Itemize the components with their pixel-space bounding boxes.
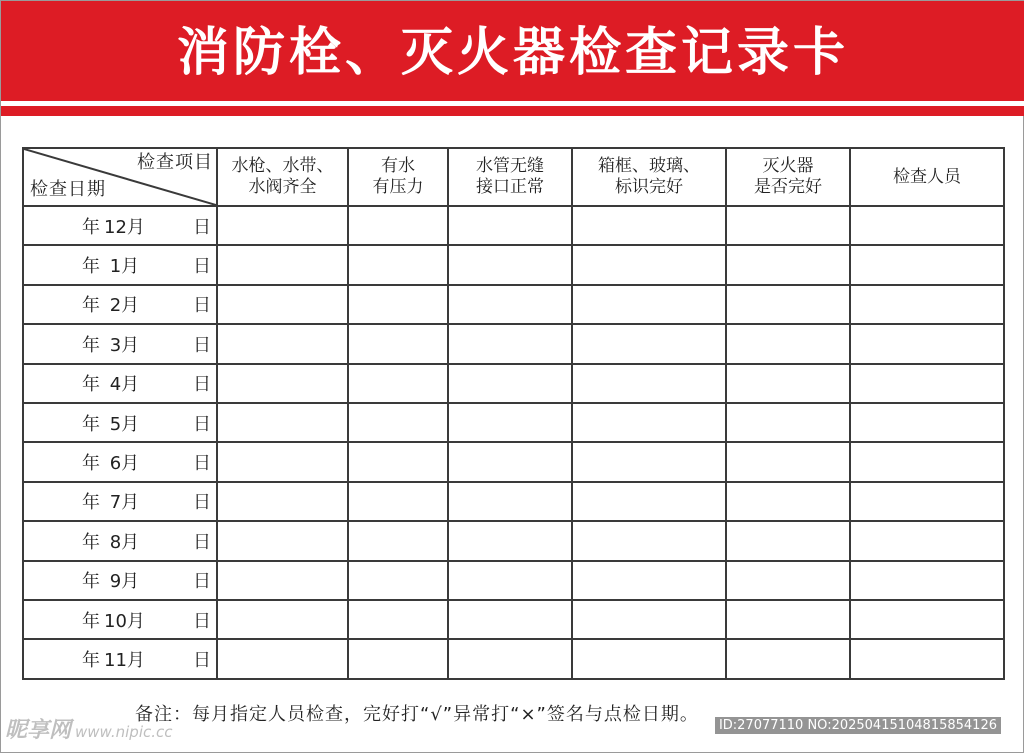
year-label: 年 xyxy=(82,453,100,475)
watermark-id: ID:27077110 NO:20250415104815854126 xyxy=(715,717,1001,734)
date-cell xyxy=(23,403,217,442)
entry-cell[interactable] xyxy=(448,403,572,442)
month-label: 9月 xyxy=(104,571,140,593)
year-label: 年 xyxy=(82,413,100,435)
entry-cell[interactable] xyxy=(572,482,726,521)
table-row xyxy=(23,324,1004,363)
entry-cell[interactable] xyxy=(850,206,1004,245)
date-cell xyxy=(23,206,217,245)
entry-cell[interactable] xyxy=(217,521,348,560)
column-header-6 xyxy=(850,148,1004,206)
watermark-url: www.nipic.cc xyxy=(75,723,173,741)
entry-cell[interactable] xyxy=(726,364,850,403)
date-cell xyxy=(23,285,217,324)
entry-cell[interactable] xyxy=(850,442,1004,481)
date-cell xyxy=(23,521,217,560)
entry-cell[interactable] xyxy=(448,206,572,245)
day-label: 日 xyxy=(193,453,211,475)
year-label: 年 xyxy=(82,256,100,278)
date-cell xyxy=(23,561,217,600)
year-label: 年 xyxy=(82,374,100,396)
entry-cell[interactable] xyxy=(348,364,448,403)
inspection-table xyxy=(22,147,1005,680)
header-banner xyxy=(1,1,1024,101)
watermark-logo xyxy=(5,713,173,744)
year-label: 年 xyxy=(82,571,100,593)
day-label: 日 xyxy=(193,531,211,553)
column-header-line: 水阀齐全 xyxy=(248,177,317,197)
entry-cell[interactable] xyxy=(572,600,726,639)
entry-cell[interactable] xyxy=(448,442,572,481)
month-label: 4月 xyxy=(104,374,140,396)
corner-label-items: 检查项目 xyxy=(137,152,213,173)
entry-cell[interactable] xyxy=(572,403,726,442)
entry-cell[interactable] xyxy=(217,206,348,245)
entry-cell[interactable] xyxy=(217,639,348,678)
entry-cell[interactable] xyxy=(572,324,726,363)
column-header-1 xyxy=(217,148,348,206)
entry-cell[interactable] xyxy=(726,403,850,442)
entry-cell[interactable] xyxy=(726,600,850,639)
date-cell xyxy=(23,324,217,363)
day-label: 日 xyxy=(193,413,211,435)
entry-cell[interactable] xyxy=(572,442,726,481)
entry-cell[interactable] xyxy=(850,639,1004,678)
entry-cell[interactable] xyxy=(850,521,1004,560)
year-label: 年 xyxy=(82,649,100,671)
month-label: 5月 xyxy=(104,413,140,435)
entry-cell[interactable] xyxy=(448,245,572,284)
table-row xyxy=(23,521,1004,560)
year-label: 年 xyxy=(82,531,100,553)
date-cell xyxy=(23,639,217,678)
page-title: 消防栓、灭火器检查记录卡 xyxy=(176,21,849,83)
month-label: 7月 xyxy=(104,492,140,514)
day-label: 日 xyxy=(193,649,211,671)
entry-cell[interactable] xyxy=(726,206,850,245)
entry-cell[interactable] xyxy=(448,364,572,403)
day-label: 日 xyxy=(193,492,211,514)
table-row xyxy=(23,245,1004,284)
header-stripe-red xyxy=(1,106,1024,116)
table-row xyxy=(23,206,1004,245)
column-header-line: 水枪、水带、 xyxy=(231,156,334,176)
day-label: 日 xyxy=(193,374,211,396)
entry-cell[interactable] xyxy=(726,442,850,481)
day-label: 日 xyxy=(193,571,211,593)
entry-cell[interactable] xyxy=(726,285,850,324)
footer-note: 备注：每月指定人员检查，完好打“√”异常打“×”签名与点检日期。 xyxy=(135,704,699,725)
watermark-logo-text: 昵享网 xyxy=(5,718,72,743)
day-label: 日 xyxy=(193,295,211,317)
year-label: 年 xyxy=(82,492,100,514)
entry-cell[interactable] xyxy=(348,324,448,363)
entry-cell[interactable] xyxy=(348,285,448,324)
table-row xyxy=(23,600,1004,639)
column-header-line: 检查人员 xyxy=(893,166,961,187)
month-label: 3月 xyxy=(104,334,140,356)
entry-cell[interactable] xyxy=(726,639,850,678)
column-header-line: 水管无缝 xyxy=(476,156,544,176)
year-label: 年 xyxy=(82,334,100,356)
entry-cell[interactable] xyxy=(572,206,726,245)
entry-cell[interactable] xyxy=(217,285,348,324)
entry-cell[interactable] xyxy=(217,482,348,521)
column-header-line: 箱框、玻璃、 xyxy=(598,156,700,176)
entry-cell[interactable] xyxy=(448,521,572,560)
corner-header-cell xyxy=(23,148,217,206)
entry-cell[interactable] xyxy=(850,364,1004,403)
column-header-line: 灭火器 xyxy=(762,156,814,176)
entry-cell[interactable] xyxy=(850,245,1004,284)
entry-cell[interactable] xyxy=(217,364,348,403)
entry-cell[interactable] xyxy=(217,245,348,284)
column-header-2 xyxy=(348,148,448,206)
month-label: 6月 xyxy=(104,453,140,475)
date-cell xyxy=(23,482,217,521)
day-label: 日 xyxy=(193,610,211,632)
entry-cell[interactable] xyxy=(572,364,726,403)
day-label: 日 xyxy=(193,334,211,356)
entry-cell[interactable] xyxy=(448,639,572,678)
column-header-3 xyxy=(448,148,572,206)
entry-cell[interactable] xyxy=(726,245,850,284)
month-label: 10月 xyxy=(104,610,145,632)
year-label: 年 xyxy=(82,610,100,632)
column-header-5 xyxy=(726,148,850,206)
entry-cell[interactable] xyxy=(572,245,726,284)
entry-cell[interactable] xyxy=(348,600,448,639)
year-label: 年 xyxy=(82,216,100,238)
entry-cell[interactable] xyxy=(217,442,348,481)
column-header-4 xyxy=(572,148,726,206)
entry-cell[interactable] xyxy=(448,600,572,639)
entry-cell[interactable] xyxy=(572,521,726,560)
entry-cell[interactable] xyxy=(348,639,448,678)
entry-cell[interactable] xyxy=(448,482,572,521)
entry-cell[interactable] xyxy=(572,561,726,600)
column-header-line: 标识完好 xyxy=(615,177,683,197)
year-label: 年 xyxy=(82,295,100,317)
date-cell xyxy=(23,364,217,403)
table-row xyxy=(23,442,1004,481)
entry-cell[interactable] xyxy=(726,482,850,521)
entry-cell[interactable] xyxy=(217,324,348,363)
entry-cell[interactable] xyxy=(572,639,726,678)
entry-cell[interactable] xyxy=(850,324,1004,363)
table-row xyxy=(23,364,1004,403)
entry-cell[interactable] xyxy=(448,324,572,363)
day-label: 日 xyxy=(193,256,211,278)
entry-cell[interactable] xyxy=(448,285,572,324)
entry-cell[interactable] xyxy=(348,482,448,521)
month-label: 12月 xyxy=(104,216,145,238)
month-label: 11月 xyxy=(104,649,145,671)
entry-cell[interactable] xyxy=(572,285,726,324)
column-header-line: 有水 xyxy=(381,156,415,176)
table-row xyxy=(23,482,1004,521)
column-header-line: 有压力 xyxy=(372,177,424,197)
entry-cell[interactable] xyxy=(850,482,1004,521)
table-row xyxy=(23,403,1004,442)
table-header-row xyxy=(23,148,1004,206)
entry-cell[interactable] xyxy=(217,403,348,442)
corner-label-date: 检查日期 xyxy=(30,179,106,200)
entry-cell[interactable] xyxy=(348,206,448,245)
column-header-line: 是否完好 xyxy=(754,177,822,197)
table-row xyxy=(23,561,1004,600)
entry-cell[interactable] xyxy=(726,561,850,600)
day-label: 日 xyxy=(193,216,211,238)
entry-cell[interactable] xyxy=(348,561,448,600)
entry-cell[interactable] xyxy=(348,245,448,284)
entry-cell[interactable] xyxy=(850,561,1004,600)
month-label: 8月 xyxy=(104,531,140,553)
entry-cell[interactable] xyxy=(348,442,448,481)
date-cell xyxy=(23,600,217,639)
date-cell xyxy=(23,442,217,481)
column-header-line: 接口正常 xyxy=(476,177,544,197)
entry-cell[interactable] xyxy=(850,285,1004,324)
entry-cell[interactable] xyxy=(348,521,448,560)
table-row xyxy=(23,285,1004,324)
month-label: 2月 xyxy=(104,295,140,317)
entry-cell[interactable] xyxy=(217,561,348,600)
entry-cell[interactable] xyxy=(850,403,1004,442)
entry-cell[interactable] xyxy=(726,324,850,363)
date-cell xyxy=(23,245,217,284)
entry-cell[interactable] xyxy=(448,561,572,600)
entry-cell[interactable] xyxy=(726,521,850,560)
table-row xyxy=(23,639,1004,678)
entry-cell[interactable] xyxy=(348,403,448,442)
entry-cell[interactable] xyxy=(850,600,1004,639)
entry-cell[interactable] xyxy=(217,600,348,639)
month-label: 1月 xyxy=(104,256,140,278)
